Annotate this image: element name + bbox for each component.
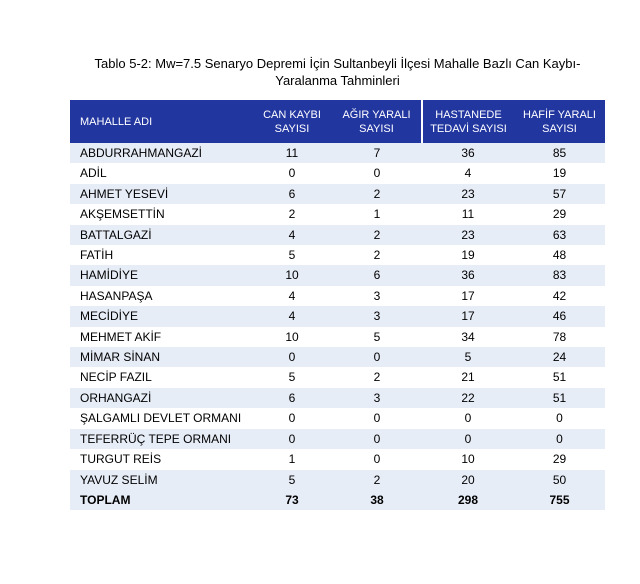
mahalle-adi-cell: MİMAR SİNAN [70,347,252,367]
can-kaybi-cell: 5 [252,470,332,490]
hafif-yarali-cell: 42 [514,286,605,306]
header-label-line-1: HASTANEDE [435,108,502,121]
hafif-yarali-cell: 63 [514,225,605,245]
hastanede-tedavi-cell: 10 [422,449,514,469]
hastanede-tedavi-cell: 20 [422,470,514,490]
can-kaybi-cell: 6 [252,184,332,204]
table-row [70,347,605,367]
hafif-yarali-cell: 755 [514,490,605,510]
agir-yarali-cell: 0 [332,449,422,469]
mahalle-adi-cell: TEFERRÜÇ TEPE ORMANI [70,429,252,449]
agir-yarali-cell: 7 [332,143,422,163]
header-agir-yarali [332,100,422,143]
table-caption [70,55,605,89]
caption-line-1: Tablo 5-2: Mw=7.5 Senaryo Depremi İçin Sultanbeyli İlçesi Mahalle Bazlı Can Kaybı- [94,56,581,71]
table-row [70,449,605,469]
table-row [70,204,605,224]
mahalle-adi-cell: AKŞEMSETTİN [70,204,252,224]
header-label: MAHALLE ADI [80,115,153,128]
header-label-line-2: TEDAVİ SAYISI [430,122,507,135]
hastanede-tedavi-cell: 23 [422,184,514,204]
can-kaybi-cell: 5 [252,367,332,387]
hafif-yarali-cell: 51 [514,367,605,387]
mahalle-adi-cell: AHMET YESEVİ [70,184,252,204]
hastanede-tedavi-cell: 21 [422,367,514,387]
mahalle-adi-cell: BATTALGAZİ [70,225,252,245]
table-row [70,286,605,306]
table-row [70,470,605,490]
agir-yarali-cell: 2 [332,470,422,490]
hafif-yarali-cell: 57 [514,184,605,204]
mahalle-adi-cell: FATİH [70,245,252,265]
can-kaybi-cell: 0 [252,163,332,183]
hastanede-tedavi-cell: 36 [422,265,514,285]
total-row [70,490,605,510]
agir-yarali-cell: 6 [332,265,422,285]
agir-yarali-cell: 2 [332,184,422,204]
mahalle-adi-cell: ŞALGAMLI DEVLET ORMANI [70,408,252,428]
can-kaybi-cell: 2 [252,204,332,224]
hafif-yarali-cell: 83 [514,265,605,285]
hastanede-tedavi-cell: 5 [422,347,514,367]
agir-yarali-cell: 0 [332,429,422,449]
can-kaybi-cell: 0 [252,347,332,367]
hastanede-tedavi-cell: 4 [422,163,514,183]
caption-line-2: Yaralanma Tahminleri [275,73,400,88]
hafif-yarali-cell: 50 [514,470,605,490]
mahalle-adi-cell: ADİL [70,163,252,183]
agir-yarali-cell: 0 [332,163,422,183]
hafif-yarali-cell: 0 [514,429,605,449]
hastanede-tedavi-cell: 34 [422,327,514,347]
header-can-kaybi [252,100,332,143]
hastanede-tedavi-cell: 11 [422,204,514,224]
mahalle-adi-cell: HASANPAŞA [70,286,252,306]
hastanede-tedavi-cell: 19 [422,245,514,265]
can-kaybi-cell: 1 [252,449,332,469]
table-row [70,367,605,387]
hafif-yarali-cell: 51 [514,388,605,408]
table-row [70,306,605,326]
mahalle-adi-cell: TOPLAM [70,490,252,510]
mahalle-adi-cell: ABDURRAHMANGAZİ [70,143,252,163]
header-label-line-2: SAYISI [359,122,394,135]
casualty-table-container [70,100,605,510]
can-kaybi-cell: 10 [252,265,332,285]
table-row [70,225,605,245]
header-hafif-yarali [514,100,605,143]
can-kaybi-cell: 6 [252,388,332,408]
can-kaybi-cell: 0 [252,429,332,449]
hafif-yarali-cell: 78 [514,327,605,347]
can-kaybi-cell: 0 [252,408,332,428]
hafif-yarali-cell: 85 [514,143,605,163]
agir-yarali-cell: 0 [332,347,422,367]
mahalle-adi-cell: HAMİDİYE [70,265,252,285]
table-row [70,408,605,428]
agir-yarali-cell: 3 [332,388,422,408]
table-header [70,100,605,143]
agir-yarali-cell: 2 [332,367,422,387]
casualty-table [70,100,605,510]
mahalle-adi-cell: YAVUZ SELİM [70,470,252,490]
table-row [70,327,605,347]
hastanede-tedavi-cell: 298 [422,490,514,510]
agir-yarali-cell: 1 [332,204,422,224]
can-kaybi-cell: 5 [252,245,332,265]
agir-yarali-cell: 38 [332,490,422,510]
can-kaybi-cell: 11 [252,143,332,163]
header-row [70,100,605,143]
table-row [70,265,605,285]
header-label-line-2: SAYISI [542,122,577,135]
header-label-line-1: HAFİF YARALI [523,108,596,121]
header-label-line-1: AĞIR YARALI [342,108,411,121]
hastanede-tedavi-cell: 36 [422,143,514,163]
hastanede-tedavi-cell: 0 [422,429,514,449]
mahalle-adi-cell: NECİP FAZIL [70,367,252,387]
can-kaybi-cell: 4 [252,306,332,326]
header-hastanede-tedavi [422,100,514,143]
table-body [70,143,605,510]
hafif-yarali-cell: 48 [514,245,605,265]
table-row [70,388,605,408]
can-kaybi-cell: 10 [252,327,332,347]
mahalle-adi-cell: MECİDİYE [70,306,252,326]
hastanede-tedavi-cell: 23 [422,225,514,245]
mahalle-adi-cell: TURGUT REİS [70,449,252,469]
header-mahalle-adi [70,100,252,143]
agir-yarali-cell: 2 [332,225,422,245]
header-label-line-2: SAYISI [274,122,310,135]
agir-yarali-cell: 5 [332,327,422,347]
hafif-yarali-cell: 29 [514,204,605,224]
hafif-yarali-cell: 24 [514,347,605,367]
agir-yarali-cell: 3 [332,306,422,326]
agir-yarali-cell: 2 [332,245,422,265]
hastanede-tedavi-cell: 22 [422,388,514,408]
agir-yarali-cell: 0 [332,408,422,428]
agir-yarali-cell: 3 [332,286,422,306]
table-row [70,245,605,265]
hafif-yarali-cell: 0 [514,408,605,428]
hafif-yarali-cell: 29 [514,449,605,469]
table-row [70,163,605,183]
hafif-yarali-cell: 46 [514,306,605,326]
can-kaybi-cell: 4 [252,286,332,306]
mahalle-adi-cell: ORHANGAZİ [70,388,252,408]
table-row [70,143,605,163]
header-label-line-1: CAN KAYBI [263,108,321,121]
hafif-yarali-cell: 19 [514,163,605,183]
hastanede-tedavi-cell: 17 [422,286,514,306]
table-row [70,429,605,449]
hastanede-tedavi-cell: 0 [422,408,514,428]
hastanede-tedavi-cell: 17 [422,306,514,326]
can-kaybi-cell: 73 [252,490,332,510]
table-row [70,184,605,204]
mahalle-adi-cell: MEHMET AKİF [70,327,252,347]
can-kaybi-cell: 4 [252,225,332,245]
